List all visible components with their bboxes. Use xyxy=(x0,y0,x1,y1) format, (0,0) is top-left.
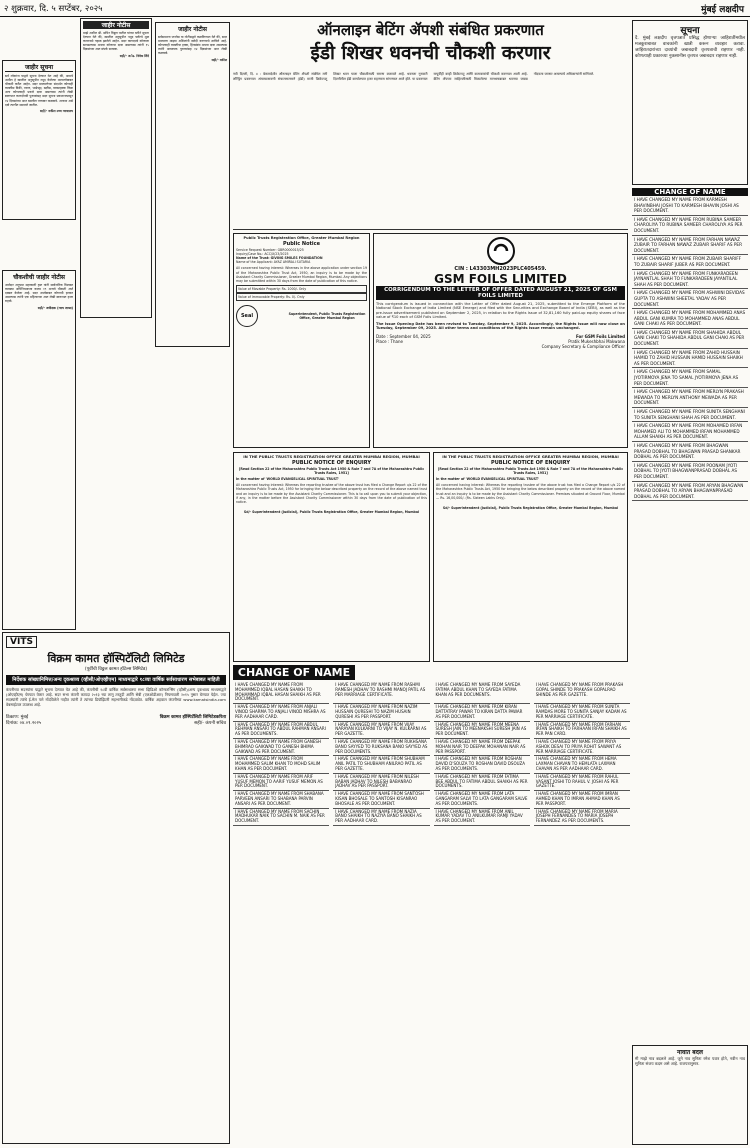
change-of-name-entry: I HAVE CHANGED MY NAME FROM ABDUL REHMAN ANSARI TO ABDUL RAHMAN ANSARI AS PER DOCUMENTS. xyxy=(233,722,329,739)
sidebar-cn-entry: I HAVE CHANGED MY NAME FROM SHAHIDA ABDUL GANI CHAKI TO SHAHIDA ABDUL GANI CHAKI AS PER DOCUMENT. xyxy=(632,329,748,349)
inquiry-title: चौकशीची जाहीर नोटीस xyxy=(13,274,65,281)
signatory-name: Pratik Mukeshbhai Makwana xyxy=(568,339,625,345)
inquiry-notice-right xyxy=(433,452,628,662)
change-of-name-entry: I HAVE CHANGED MY NAME FROM FARHAN IRFAN SHAIKH TO FARHAAN IRFAN SHAIKH AS PER PAN CARD. xyxy=(534,722,630,739)
notice-body: All concerned having interest: Whereas the reporting trustee of the above trust has filed a Change Report u/s 22 of the Maharashtra Public Trusts Act, 1950 for bringing the below described property on the record of the above named trust and an inquiry is to be made by the Assistant Charity Commissioner. Premises situated at Ground Floor, Mumbai — Rs. 16,00,000/- (Rs. Sixteen Lakhs Only). xyxy=(436,483,625,500)
notice-signature: Sd/- Superintendent (Judicial), Public Trusts Registration Office, Greater Mumbai Region, Mumbai xyxy=(243,509,420,514)
company-name: GSM FOILS LIMITED xyxy=(434,272,567,286)
change-of-name-entry: I HAVE CHANGED MY NAME FROM KIRAN DATTATRAY PAWAR TO KIRAN DATTA PAWAR AS PER DOCUMENT. xyxy=(434,704,530,721)
change-of-name-entry: I HAVE CHANGED MY NAME FROM GANESH BHIMRAO GAIKWAD TO GANESH BHIMA GAIKWAD AS PER DOCUMENT. xyxy=(233,739,329,756)
change-of-name-list xyxy=(233,682,630,826)
act-section: [Read Section 22 of the Maharashtra Public Trusts Act 1950 & Rule 7 and 7A of the Maharashtra Public Trusts Rules, 1951] xyxy=(238,467,425,476)
change-of-name-entry: I HAVE CHANGED MY NAME FROM RASHMI RAMESH JADHAV TO RASHMI MANOJ PATIL AS PER MARRIAGE CERTIFICATE. xyxy=(333,682,429,704)
change-of-name-entry: I HAVE CHANGED MY NAME FROM DEEPAK MOHAN NAIR TO DEEPAK MOHANAN NAIR AS PER PASSPORT. xyxy=(434,739,530,756)
change-of-name-entry: I HAVE CHANGED MY NAME FROM LATA GANGARAM SALVI TO LATA GANGARAM SALVE AS PER DOCUMENTS. xyxy=(434,791,530,808)
notice-text: सर्व लोकांना याद्वारे सूचना देण्यात येत आहे की, आमचे अशील हे खालील अनुसूचीत नमूद केलेल्या मालमत्तेबाबत चौकशी करीत आहेत. सदर मालमत्तेच्या संदर्भात कोणाही व्यक्तीस विक्री, तारण, भाडेपट्टा, बक्षीस, वारसाहक्क किंवा अन्य कोणत्याही प्रकारे दावा असल्यास त्यांनी लेखी स्वरूपात कागदोपत्री पुराव्यांसह सदर सूचना प्रकाशनापासून १४ दिवसांच्या आत खालील पत्त्यावर कळवावे. अन्यथा असे दावे त्यागीत समजले जातील. xyxy=(5,74,73,107)
notice-title: जाहीर नोटीस xyxy=(178,26,207,33)
change-of-name-entry: I HAVE CHANGED MY NAME FROM VIJAY NARAYAN KULKARNI TO VIJAY N. KULKARNI AS PER GAZETTE. xyxy=(333,722,429,739)
change-of-name-entry: I HAVE CHANGED MY NAME FROM ANIL KUMAR YADAV TO ANILKUMAR RAMJI YADAV AS PER DOCUMENT. xyxy=(434,809,530,826)
notice-signature: सही/- वकील उच्च न्यायालय xyxy=(40,108,73,113)
section-title: CHANGE OF NAME xyxy=(233,665,355,680)
ad-date: Date : September 04, 2025 xyxy=(376,334,431,340)
public-notice-col2 xyxy=(80,18,152,318)
sidebar-cn-entry: I HAVE CHANGED MY NAME FROM ZAHID HUSSAIN HAMID TO ZAHID HUSSAIN HAMID HUSSAIN SHAIKH AS PER DOCUMENT. xyxy=(632,349,748,369)
change-of-name-entry: I HAVE CHANGED MY NAME FROM SACHIN MADHUKAR NAIK TO SACHIN M. NAIK AS PER DOCUMENT. xyxy=(233,809,329,826)
inquiry-text: अर्जदार अनुपमा महाकाली ट्रस्ट यांनी सार्वजनिक विश्वस्त व्यवस्था अधिनियमाच्या कलम १९ अन्वये चौकशी अर्ज दाखल केलेला आहे. सदर अर्जाबाबत कोणाची हरकत असल्यास त्यांनी एक महिन्याच्या आत लेखी स्वरूपात हजर राहावे. xyxy=(5,283,73,304)
notice-signature: Superintendent, Public Trusts Registration Office, Greater Mumbai Region xyxy=(288,311,366,321)
company-name: विक्रम कामत हॉस्पिटॅलिटी लिमिटेड xyxy=(47,652,185,665)
change-of-name-entry: I HAVE CHANGED MY NAME FROM ARIF YUSUF MEMON TO AARIF YUSUF MEMON AS PER DOCUMENT. xyxy=(233,774,329,791)
company-former-name: (पूर्वीची विठ्ठल कामत हॉटेल्स लिमिटेड) xyxy=(84,667,148,672)
headline-line1: ऑनलाइन बेटिंग ॲपशी संबंधित प्रकरणात xyxy=(317,21,544,39)
change-of-name-entry: I HAVE CHANGED MY NAME FROM MARIA JOSEPH FERNANDES TO MARIA JOSEPH FERNANDEZ AS PER DOCUMENTS. xyxy=(534,809,630,826)
change-of-name-entry: I HAVE CHANGED MY NAME FROM RUKHSANA BANO SAYYED TO RUKSANA BANO SAYYED AS PER DOCUMENTS. xyxy=(333,739,429,756)
change-of-name-entry: I HAVE CHANGED MY NAME FROM MEENA SURESH JAIN TO MEENAKSHI SURESH JAIN AS PER DOCUMENT. xyxy=(434,722,530,739)
gsm-logo-icon xyxy=(486,236,516,266)
article-body: नवी दिल्ली, दि. ४ : बेकायदेशीर ऑनलाइन बेटिंग ॲपशी संबंधित मनी लॉन्ड्रिंग प्रकरणात अंमलबजावणी संचालनालयाने (ईडी) माजी क्रिकेटपटू शिखर धवन याला चौकशीसाठी समन्स बजावले आहे. धवनला गुरुवारी दिल्लीतील ईडी कार्यालयात हजर राहण्यास सांगण्यात आले होते. या प्रकरणात यापूर्वीही काही क्रिकेटपटू आणि कलाकारांची चौकशी करण्यात आली आहे. बेटिंग ॲपच्या जाहिरातीसाठी मिळालेल्या मानधनाबाबत धवनचा जबाब नोंदवला जाणार असल्याचे अधिकाऱ्यांनी सांगितले. xyxy=(233,72,595,81)
sidebar-cn-title: CHANGE OF NAME xyxy=(632,188,748,196)
change-of-name-entry: I HAVE CHANGED MY NAME FROM SUNITA RAMDAS MORE TO SUNITA SANJAY KADAM AS PER MARRIAGE CERTIFICATE. xyxy=(534,704,630,721)
notice-body: All concerned having interest: Whereas the reporting trustee of the above trust has filed a Change Report u/s 22 of the Maharashtra Public Trusts Act, 1950 for bringing the below described property on the record of the above named trust and an inquiry is to be made by the Assistant Charity Commissioner. This is to call upon you to submit your objection, if any, in the matter before the Assistant Charity Commissioner within 30 days from the date of publication of this notice. xyxy=(236,483,427,504)
change-of-name-entry: I HAVE CHANGED MY NAME FROM ANJALI VINOD SHARMA TO ANJALI VINOD MISHRA AS PER AADHAAR CARD. xyxy=(233,704,329,721)
sidebar-cn-entry: I HAVE CHANGED MY NAME FROM RUBINA SAMEER CHAROLIYA TO RUBINA SAMEER CHAROLIYA AS PER DOCUMENT. xyxy=(632,216,748,236)
cin-number: CIN : L43303MH2023PLC405459. xyxy=(454,266,547,272)
gsm-foils-ad xyxy=(373,233,628,448)
notice-body: All concerned having interest: Whereas in the above application under section 19 of the Maharashtra Public Trust Act, 1950, an inquiry is to be made by the Assistant Charity Commissioner, Greater Mumbai Region, Mumbai. Any objections may be submitted within 30 days from the date of publication of this notice. xyxy=(236,266,367,283)
corrigendum-title: CORRIGENDUM TO THE LETTER OF OFFER DATED AUGUST 21, 2025 OF GSM FOILS LIMITED xyxy=(376,286,625,300)
for-company: विक्रम कामत हॉस्पिटॅलिटी लिमिटेडकरिता xyxy=(159,714,226,720)
signatory-designation: Company Secretary & Compliance Officer xyxy=(541,344,625,350)
notice-title: Public Notice xyxy=(282,241,320,248)
office-name: Public Trusts Registration Office, Greater Mumbai Region xyxy=(243,236,360,240)
sidebar-cn-list xyxy=(632,196,748,501)
seal-stamp: Seal xyxy=(236,305,258,327)
sidebar-cn-entry: I HAVE CHANGED MY NAME FROM MOHAMED IRFAN MOHAMED ALI TO MOHAMMED IRFAN MOHAMMED ALLAM SHAIKH AS PER DOCUMENT. xyxy=(632,422,748,442)
notice-signature: सही/- अॅड. विवेक शिंदे xyxy=(119,54,149,59)
office-name: IN THE PUBLIC TRUSTS REGISTRATION OFFICE GREATER MUMBAI REGION, MUMBAI xyxy=(243,454,420,459)
sidebar-cn-entry: I HAVE CHANGED MY NAME FROM BHAGWAN PRASAD DOBHAL TO BHAGWAN PRASAD SHANKAR DOBHAL AS PER DOCUMENT. xyxy=(632,442,748,462)
sidebar-cn-entry: I HAVE CHANGED MY NAME FROM POONAM JYOTI DOBHAL TO JYOTI BHAGWANPRASAD DOBHAL AS PER DOCUMENT. xyxy=(632,462,748,482)
name-change-text: मी माझे नाव बदलले आहे. जुने नाव सुनिता रमेश पवार होते, नवीन नाव सुनिता संजय कदम असे आहे. राजपत्रानुसार. xyxy=(635,1056,745,1066)
sidebar-cn-entry: I HAVE CHANGED MY NAME FROM SUNITA SENGHANI TO SUNITA SENGHANI SHAH AS PER DOCUMENT. xyxy=(632,408,748,422)
inquiry-signature: सही/- अधीक्षक (न्याय शाखा) xyxy=(37,306,73,311)
change-of-name-entry: I HAVE CHANGED MY NAME FROM NILESH BABAN JADHAV TO NILESH BABANRAO JADHAV AS PER PASSPORT. xyxy=(333,774,429,791)
ad-place: Place : Thane xyxy=(376,339,403,345)
headline-article xyxy=(233,20,628,230)
change-of-name-entry: I HAVE CHANGED MY NAME FROM HEMA LAXMAN CHAVAN TO HEMLATA LAXMAN CHAVAN AS PER AADHAAR CARD. xyxy=(534,756,630,773)
act-section: [Read Section 22 of the Maharashtra Public Trusts Act 1950 & Rule 7 and 7A of the Maharashtra Public Trusts Rules, 1951] xyxy=(437,467,624,476)
immovable-value: Value of Immovable Property: Rs. 0/- Only xyxy=(236,293,367,301)
ad-place: ठिकाण: मुंबई xyxy=(6,714,29,720)
page-date: २ शुक्रवार, दि. ५ सप्टेंबर, २०२५ xyxy=(4,4,103,14)
office-name: IN THE PUBLIC TRUSTS REGISTRATION OFFICE GREATER MUMBAI REGION, MUMBAI xyxy=(442,454,619,459)
meeting-body: कंपनीच्या सदस्यांना याद्वारे सूचना देण्यात येत आहे की, कंपनीची १८वी वार्षिक सर्वसाधारण सभा व्हिडिओ कॉन्फरन्सिंग (व्हीसी)/अन्य दृकश्राव्य माध्यमाद्वारे (ओएव्हीएम) घेण्यात येणार आहे. सदर सभा कंपनी कायदा २०१३ च्या लागू तरतुदी आणि सेबी (एलओडीआर) नियमावली २०१५ नुसार घेण्यात येईल. ज्या सदस्यांनी त्यांचे ई-मेल पत्ते नोंदविलेले नाहीत त्यांनी ते त्यांच्या डिपॉझिटरी सहभागीकडे नोंदवावेत. वार्षिक अहवाल कंपनीच्या www.kamatsindia.com वेबसाईटवर उपलब्ध आहे. xyxy=(6,687,226,707)
public-notice-col3 xyxy=(155,22,230,347)
sidebar-cn-entry: I HAVE CHANGED MY NAME FROM FARHAN NAWAZ ZUBAIR TO FARHAN NAWAZ ZUBAIR SHARIF AS PER DOCUMENT. xyxy=(632,236,748,256)
inquiry-notice-left xyxy=(233,452,430,662)
notice-signature: Sd/- Superintendent (Judicial), Public Trusts Registration Office, Greater Mumbai Region, Mumbai xyxy=(442,505,619,510)
corrigendum-body: This corrigendum is issued in connection with the Letter of Offer dated August 21, 2025, submitted to the Emerge Platform of the National Stock Exchange of India Limited (NSE Emerge) and filed with the Securities and Exchange Board of India (SEBI), as well as the pre-issue advertisement published on September 2, 2025, in relation to the Rights Issue of 32,81,160 fully paid-up equity shares of face value of ₹10 each of GSM Foils Limited. xyxy=(376,302,625,320)
public-trust-notice xyxy=(233,233,370,448)
inquiry-number: Inquiry/Case No.: ACC/X/23/2025 xyxy=(236,252,289,257)
vits-logo: VITS xyxy=(6,636,37,648)
change-of-name-entry: I HAVE CHANGED MY NAME FROM RAHUL VASANT JOSHI TO RAHUL V. JOSHI AS PER GAZETTE. xyxy=(534,774,630,791)
sidebar-cn-entry: I HAVE CHANGED MY NAME FROM ZUBAIR SHARIFF TO ZUBAIR SHARIF JUBER AS PER DOCUMENT. xyxy=(632,255,748,269)
notice-title: जाहीर सूचना xyxy=(5,63,73,72)
public-notice-col1 xyxy=(2,60,76,220)
sidebar-cn-entry: I HAVE CHANGED MY NAME FROM SAMAL JYOTIRMOYA JENA TO SAMAL JYOTIRMOYA JENA AS PER DOCUMENT. xyxy=(632,368,748,388)
trust-name: In the matter of 'WORLD EVANGELICAL SPIRITUAL TRUST' xyxy=(236,477,340,482)
signatory: सही/- कंपनी सचिव xyxy=(194,720,226,726)
suchna-text: दै. मुंबई लक्षदीप वृत्तपत्रात प्रसिद्ध होणाऱ्या जाहिरातींमधील मजकुराबाबत वाचकांनी खात्री करून व्यवहार करावा. जाहिरातदारांच्या दाव्यांची जबाबदारी वृत्तपत्राची राहणार नाही. कोणत्याही प्रकारच्या नुकसानीस वृत्तपत्र जबाबदार राहणार नाही. xyxy=(635,36,745,59)
corrigendum-points: The Issue Opening Date has been revised to Tuesday, September 9, 2025. Accordingly, the Rights Issue will now close on Tuesday, September 09, 2025. All other terms and conditions of the Rights Issue remain unchanged. xyxy=(376,321,625,331)
vikram-kamats-ad xyxy=(2,632,230,1144)
masthead xyxy=(0,0,750,17)
headline-line2: ईडी शिखर धवनची चौकशी करणार xyxy=(310,42,551,64)
suchna-box xyxy=(632,20,748,185)
ad-date: दिनांक: ०४.०९.२०२५ xyxy=(6,720,42,726)
newspaper-name: मुंबई लक्षदीप xyxy=(701,5,744,15)
change-of-name-entry: I HAVE CHANGED MY NAME FROM SAYEDA FATIMA ABDUL KHAN TO SAYEDA FATIMA KHAN AS PER DOCUMENTS. xyxy=(434,682,530,704)
change-of-name-section xyxy=(233,665,630,1145)
sidebar-cn-entry: I HAVE CHANGED MY NAME FROM ARYAN BHAGWAN PRASAD DOBHAL TO ARYAN BHAGWANPRASAD DOBHAL AS PER DOCUMENT. xyxy=(632,482,748,502)
name-change-title: नावात बदल xyxy=(677,1049,703,1056)
meeting-title: निर्देशक सांख्यानिमित्त/अन्य दृकश्राव्य (व्हीसी/ओएव्हीएम) माध्यमाद्वारे १८व्या वार्षिक सर्वसाधारण सभेबाबत माहिती xyxy=(6,675,226,685)
notice-title: PUBLIC NOTICE OF ENQUIRY xyxy=(292,460,371,467)
change-of-name-entry: I HAVE CHANGED MY NAME FROM IMRAN AHMED KHAN TO IMRAN AHMAD KHAN AS PER PASSPORT. xyxy=(534,791,630,808)
change-of-name-entry: I HAVE CHANGED MY NAME FROM PRAKASH GOPAL SHINDE TO PRAKASH GOPALRAO SHINDE AS PER GAZETTE. xyxy=(534,682,630,704)
sidebar-cn-entry: I HAVE CHANGED MY NAME FROM MOHAMMED ANAS ABDUL GANI KUMRA TO MOHAMMED ANAS ABDUL GANI CHAKI AS PER DOCUMENT. xyxy=(632,309,748,329)
trust-name: In the matter of 'WORLD EVANGELICAL SPIRITUAL TRUST' xyxy=(436,477,540,482)
change-of-name-entry: I HAVE CHANGED MY NAME FROM ROSHAN DAVID D'SOUZA TO ROSHAN DAVID DSOUZA AS PER DOCUMENTS. xyxy=(434,756,530,773)
applicant-name: Name of the Applicant: AYAZ AMIRALI SUTARIA xyxy=(236,260,311,265)
change-of-name-entry: I HAVE CHANGED MY NAME FROM NAZIA BANO SHAIKH TO NAZIYA BANO SHAIKH AS PER AADHAAR CARD. xyxy=(333,809,429,826)
change-of-name-entry: I HAVE CHANGED MY NAME FROM SHUBHAM ANIL PATIL TO SHUBHAM ANILRAO PATIL AS PER GAZETTE. xyxy=(333,756,429,773)
change-of-name-entry: I HAVE CHANGED MY NAME FROM PRIYA ASHOK DESAI TO PRIYA ROHIT SAWANT AS PER MARRIAGE CERTIFICATE. xyxy=(534,739,630,756)
sidebar-cn-entry: I HAVE CHANGED MY NAME FROM FUNKARADEEN JAYNANTLAL SHAH TO FUNKARADEEN JAYANTILAL SHAH AS PER DOCUMENT. xyxy=(632,270,748,290)
sidebar-cn-entry: I HAVE CHANGED MY NAME FROM ASHWINI DEVIDAS GUPTA TO ASHWINI SHEETAL YADAV AS PER DOCUMENT. xyxy=(632,289,748,309)
change-of-name-entry: I HAVE CHANGED MY NAME FROM MOHAMMED IQBAL HASAN SHAIKH TO MOHAMMAD IQBAL HASAN SHAIKH AS PER DOCUMENT. xyxy=(233,682,329,704)
trust-name: Name of the Trust: GIVING SMILES FOUNDATION xyxy=(236,256,323,261)
change-of-name-entry: I HAVE CHANGED MY NAME FROM NAZIM HUSSAIN QURESHI TO NAZIM HUSAIN QURESHI AS PER PASSPORT. xyxy=(333,704,429,721)
notice-signature: सही/- वकील xyxy=(211,58,227,63)
notice-text: माझे अशील श्री. सचिन विठ्ठल पाटील यांच्या वतीने सूचना देण्यात येते की, खालील अनुसूचीत नमूद फ्लॅटचे मूळ करारनामे गहाळ झालेले आहेत. सदर कागदपत्रे कोणाला सापडल्यास अथवा कोणाचा दावा असल्यास त्यांनी १५ दिवसांच्या आत संपर्क साधावा. xyxy=(83,31,149,52)
sidebar-cn-entry: I HAVE CHANGED MY NAME FROM KARMESH BHAVINBHAI JOSHI TO KARMESH BHAVIN JOSHI AS PER DOCUMENT. xyxy=(632,196,748,216)
notice-title: PUBLIC NOTICE OF ENQUIRY xyxy=(491,460,570,467)
change-of-name-entry: I HAVE CHANGED MY NAME FROM SANTOSH KISAN BHOSALE TO SANTOSH KISANRAO BHOSALE AS PER DOCUMENT. xyxy=(333,791,429,808)
change-of-name-entry: I HAVE CHANGED MY NAME FROM SHABANA PARVEEN ANSARI TO SHABANA PARVIN ANSARI AS PER DOCUMENT. xyxy=(233,791,329,808)
notice-title: जाहीर नोटीस xyxy=(83,21,149,29)
change-of-name-entry: I HAVE CHANGED MY NAME FROM MOHAMMED SALIM KHAN TO MOHD SALIM KHAN AS PER DOCUMENT. xyxy=(233,756,329,773)
sidebar-cn-entry: I HAVE CHANGED MY NAME FROM MERLYN PRAKASH MEWADA TO MERLYN ANTHONY MEWADA AS PER DOCUMENT. xyxy=(632,388,748,408)
name-change-marathi xyxy=(632,1045,748,1145)
inquiry-notice-col1 xyxy=(2,270,76,630)
service-request: Service Request Number: GBR0000015/25 xyxy=(236,248,304,253)
notice-text: सर्वसामान्य जनतेस या नोटीसद्वारे कळविण्यात येते की, सदर मालमत्ता माझ्या अशिलांनी खरेदी करण्याचे ठरविले आहे. कोणत्याही व्यक्तीचा हक्क, हितसंबंध अथवा दावा असल्यास त्यांनी आवश्यक पुराव्यांसह १४ दिवसांच्या आत लेखी कळवावे. xyxy=(158,35,227,56)
suchna-title: सूचना xyxy=(680,26,700,36)
for-company: For GSM Foils Limited xyxy=(575,334,625,340)
sidebar-change-of-name xyxy=(632,188,748,1040)
movable-value: Value of Movable Property: Rs. 1000/- Only xyxy=(236,285,367,293)
change-of-name-entry: I HAVE CHANGED MY NAME FROM FATIMA BEE ABDUL TO FATIMA ABDUL SHAIKH AS PER DOCUMENTS. xyxy=(434,774,530,791)
